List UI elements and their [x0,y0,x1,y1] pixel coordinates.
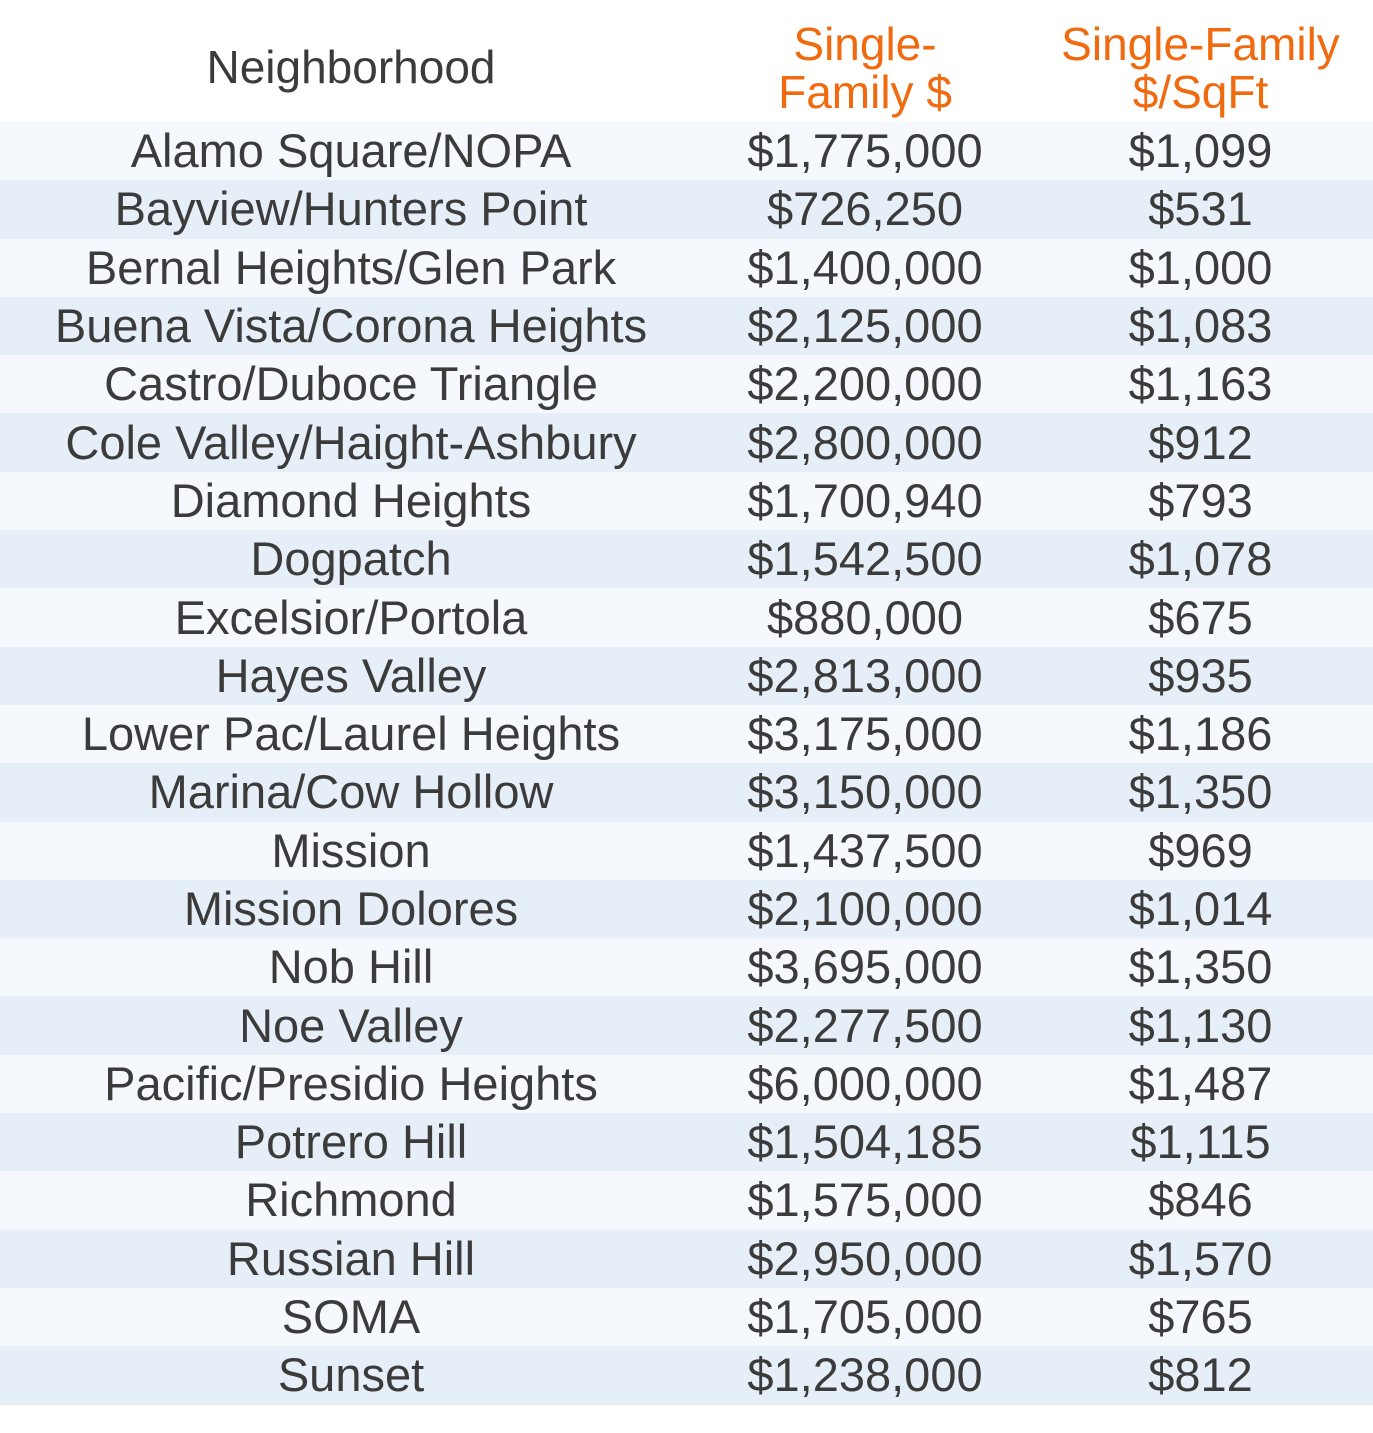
single-family-price-cell: $1,575,000 [747,1173,983,1227]
single-family-price-cell: $2,125,000 [747,299,983,353]
price-per-sqft-cell: $1,083 [1128,299,1273,353]
price-per-sqft-cell: $812 [1148,1348,1253,1402]
header-single-family-ppsf [1028,20,1373,116]
header-single-family-price [702,20,1028,116]
table-row [0,413,1373,471]
single-family-price-cell: $1,504,185 [747,1115,983,1169]
single-family-price-cell: $3,150,000 [747,765,983,819]
price-per-sqft-cell: $1,014 [1128,882,1273,935]
single-family-price-cell: $2,277,500 [747,998,983,1052]
single-family-price-cell: $2,950,000 [747,1231,983,1285]
header-neighborhood [0,43,702,91]
single-family-price-cell: $6,000,000 [747,1056,983,1110]
single-family-price-cell: $1,775,000 [747,124,983,178]
table-row [0,297,1373,355]
neighborhood-cell: Bernal Heights/Glen Park [85,240,617,294]
single-family-price-cell: $880,000 [766,590,964,644]
table-row [0,239,1373,297]
table-row [0,180,1373,238]
table-row [0,1113,1373,1171]
neighborhood-cell: Diamond Heights [170,473,532,527]
neighborhood-cell: SOMA [281,1290,421,1344]
table-row [0,588,1373,646]
neighborhood-cell: Dogpatch [250,532,452,586]
neighborhood-cell: Pacific/Presidio Heights [104,1056,598,1110]
table-row [0,122,1373,180]
price-per-sqft-cell: $1,186 [1128,707,1273,761]
table-row [0,822,1373,880]
price-per-sqft-cell: $1,099 [1128,124,1273,178]
single-family-price-cell: $1,542,500 [747,532,983,586]
table-body [0,122,1373,1405]
price-per-sqft-cell: $1,130 [1128,998,1273,1052]
single-family-price-cell: $1,437,500 [747,823,983,877]
table-row [0,1288,1373,1346]
price-per-sqft-cell: $1,350 [1128,765,1273,819]
single-family-price-cell: $1,238,000 [747,1348,983,1402]
price-per-sqft-cell: $1,000 [1128,240,1273,294]
single-family-price-cell: $2,800,000 [747,415,983,469]
table-row [0,705,1373,763]
header-neighborhood-label: Neighborhood [206,41,496,93]
neighborhood-cell: Mission Dolores [183,882,519,935]
price-per-sqft-cell: $969 [1148,823,1253,877]
price-per-sqft-cell: $1,570 [1128,1231,1273,1285]
price-per-sqft-cell: $1,078 [1128,532,1273,586]
table-row [0,530,1373,588]
price-per-sqft-cell: $765 [1148,1290,1253,1344]
single-family-price-cell: $726,250 [766,182,964,236]
table-row [0,880,1373,938]
neighborhood-cell: Castro/Duboce Triangle [104,357,598,411]
table-row [0,1171,1373,1229]
neighborhood-cell: Sunset [277,1348,425,1402]
table-row [0,472,1373,530]
table-row [0,355,1373,413]
single-family-price-cell: $3,175,000 [747,707,983,761]
neighborhood-cell: Mission [271,823,431,877]
neighborhood-cell: Hayes Valley [215,648,487,702]
price-per-sqft-cell: $1,487 [1128,1056,1273,1110]
price-per-sqft-cell: $793 [1148,473,1253,527]
neighborhood-cell: Cole Valley/Haight-Ashbury [65,415,637,469]
price-per-sqft-cell: $935 [1148,648,1253,702]
table-header [0,0,1373,122]
single-family-price-cell: $1,400,000 [747,240,983,294]
header-ppsf-line-2: $/SqFt [1132,66,1269,118]
single-family-price-cell: $2,200,000 [747,357,983,411]
single-family-price-cell: $1,700,940 [747,473,983,527]
price-per-sqft-cell: $846 [1148,1173,1253,1227]
neighborhood-cell: Lower Pac/Laurel Heights [81,707,621,761]
table-row [0,647,1373,705]
price-per-sqft-cell: $531 [1148,182,1253,236]
single-family-price-cell: $1,705,000 [747,1290,983,1344]
price-per-sqft-cell: $912 [1148,415,1253,469]
neighborhood-cell: Russian Hill [226,1231,476,1285]
table-row [0,763,1373,821]
neighborhood-cell: Buena Vista/Corona Heights [54,299,648,353]
header-price-line-2: Family $ [778,66,952,118]
price-per-sqft-cell: $675 [1148,590,1253,644]
table-row [0,1055,1373,1113]
single-family-price-cell: $3,695,000 [747,940,983,994]
price-per-sqft-cell: $1,163 [1128,357,1273,411]
price-per-sqft-cell: $1,350 [1128,940,1273,994]
table-row [0,938,1373,996]
neighborhood-cell: Excelsior/Portola [174,590,528,644]
neighborhood-cell: Noe Valley [239,998,463,1052]
table-row [0,1230,1373,1288]
single-family-price-cell: $2,100,000 [747,882,983,935]
header-ppsf-line-1: Single-Family [1061,18,1340,70]
price-per-sqft-cell: $1,115 [1130,1115,1271,1169]
table-row [0,1346,1373,1404]
neighborhood-cell: Marina/Cow Hollow [148,765,554,819]
neighborhood-cell: Richmond [245,1173,457,1227]
neighborhood-cell: Alamo Square/NOPA [130,124,572,178]
neighborhood-cell: Bayview/Hunters Point [114,182,588,236]
neighborhood-cell: Potrero Hill [234,1115,468,1169]
header-price-line-1: Single- [793,18,937,70]
table-row [0,996,1373,1054]
neighborhood-cell: Nob Hill [268,940,434,994]
single-family-price-cell: $2,813,000 [747,648,983,702]
